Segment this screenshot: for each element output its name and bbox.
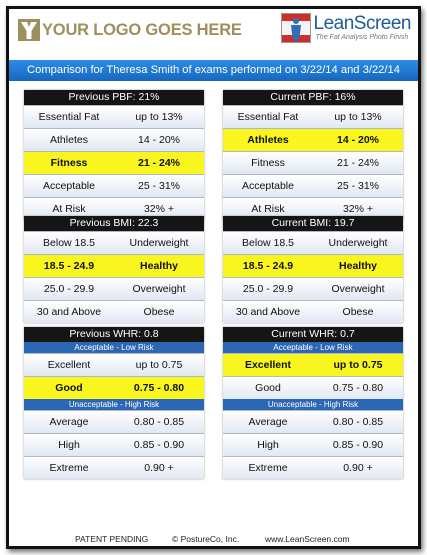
current-whr-panel xyxy=(223,327,403,479)
table-row xyxy=(24,300,204,323)
row-value: 0.90 + xyxy=(144,462,174,474)
brand-name: LeanScreen xyxy=(313,13,411,34)
table-row xyxy=(24,456,204,479)
row-value: up to 13% xyxy=(135,111,183,123)
table-row-highlighted xyxy=(24,254,204,277)
row-label: Below 18.5 xyxy=(43,237,95,249)
table-row xyxy=(223,376,403,399)
row-label: Essential Fat xyxy=(38,111,100,123)
table-row-highlighted xyxy=(24,376,204,399)
table-row xyxy=(223,277,403,300)
row-label: Athletes xyxy=(247,134,289,146)
table-row-highlighted xyxy=(223,128,403,151)
brand-tagline: The Fat Analysis Photo Finish xyxy=(315,34,409,41)
row-value: 14 - 20% xyxy=(336,134,380,146)
row-value: 14 - 20% xyxy=(137,134,181,146)
row-label: Below 18.5 xyxy=(242,237,294,249)
row-label: Fitness xyxy=(251,157,285,169)
row-value: Obese xyxy=(143,306,175,318)
panel-title: Current WHR: 0.7 xyxy=(223,327,403,342)
row-label: Fitness xyxy=(50,157,88,169)
row-label: High xyxy=(58,439,80,451)
table-row-highlighted xyxy=(223,353,403,376)
row-value: 0.80 - 0.85 xyxy=(332,416,384,428)
row-value: Overweight xyxy=(132,283,186,295)
leanscreen-logo xyxy=(281,13,411,43)
row-label: Acceptable xyxy=(43,180,95,192)
table-row xyxy=(24,353,204,376)
row-value: up to 0.75 xyxy=(135,359,183,371)
copyright-text: © PostureCo, Inc. xyxy=(172,534,240,544)
row-label: Acceptable xyxy=(242,180,294,192)
table-row xyxy=(24,433,204,456)
report-header xyxy=(9,9,418,51)
previous-bmi-panel xyxy=(24,216,204,323)
table-row-highlighted xyxy=(223,254,403,277)
row-value: up to 0.75 xyxy=(333,359,383,371)
row-label: 30 and Above xyxy=(235,306,301,318)
row-value: 0.85 - 0.90 xyxy=(133,439,185,451)
acceptable-subheader: Acceptable - Low Risk xyxy=(24,342,204,353)
report-footer xyxy=(9,534,418,546)
row-value: 0.90 + xyxy=(343,462,373,474)
row-label: Average xyxy=(248,416,288,428)
comparison-title-banner: Comparison for Theresa Smith of exams performed on 3/22/14 and 3/22/14 xyxy=(9,60,418,81)
row-value: 21 - 24% xyxy=(336,157,380,169)
row-value: 25 - 31% xyxy=(336,180,380,192)
current-pbf-panel xyxy=(223,90,403,220)
row-value: Healthy xyxy=(339,260,377,272)
table-row xyxy=(223,151,403,174)
table-row xyxy=(24,174,204,197)
panel-title: Previous PBF: 21% xyxy=(24,90,204,105)
panel-title: Previous WHR: 0.8 xyxy=(24,327,204,342)
report-frame xyxy=(6,6,421,549)
row-value: 0.85 - 0.90 xyxy=(332,439,384,451)
row-label: Excellent xyxy=(47,359,91,371)
row-label: Athletes xyxy=(50,134,88,146)
website-link[interactable]: www.LeanScreen.com xyxy=(265,534,350,544)
row-label: Average xyxy=(49,416,89,428)
table-row xyxy=(24,105,204,128)
row-value: 0.75 - 0.80 xyxy=(332,382,384,394)
row-value: 32% + xyxy=(342,203,374,215)
panel-title: Previous BMI: 22.3 xyxy=(24,216,204,231)
logo-y-icon xyxy=(18,19,40,41)
table-row xyxy=(24,128,204,151)
logo-text: YOUR LOGO GOES HERE xyxy=(42,20,242,39)
row-value: Underweight xyxy=(129,237,189,249)
table-row xyxy=(223,410,403,433)
table-row xyxy=(24,410,204,433)
row-label: 25.0 - 29.9 xyxy=(43,283,95,295)
row-value: Underweight xyxy=(328,237,388,249)
company-logo xyxy=(18,19,242,41)
row-label: Excellent xyxy=(244,359,292,371)
table-row xyxy=(223,231,403,254)
row-value: Overweight xyxy=(331,283,385,295)
current-bmi-panel xyxy=(223,216,403,323)
row-label: Essential Fat xyxy=(237,111,299,123)
row-label: High xyxy=(257,439,279,451)
table-row xyxy=(223,105,403,128)
table-row-highlighted xyxy=(24,151,204,174)
row-value: Obese xyxy=(342,306,374,318)
row-label: 25.0 - 29.9 xyxy=(242,283,294,295)
row-label: 18.5 - 24.9 xyxy=(43,260,95,272)
row-label: Extreme xyxy=(248,462,288,474)
acceptable-subheader: Acceptable - Low Risk xyxy=(223,342,403,353)
row-label: Extreme xyxy=(49,462,89,474)
row-value: 0.80 - 0.85 xyxy=(133,416,185,428)
row-value: Healthy xyxy=(140,260,178,272)
table-row xyxy=(223,300,403,323)
row-label: Good xyxy=(255,382,281,394)
patent-text: PATENT PENDING xyxy=(75,534,149,544)
table-row xyxy=(223,174,403,197)
leanscreen-body-icon xyxy=(281,13,311,43)
row-value: 32% + xyxy=(143,203,175,215)
row-label: 30 and Above xyxy=(36,306,102,318)
unacceptable-subheader: Unacceptable - High Risk xyxy=(24,399,204,410)
panel-title: Current PBF: 16% xyxy=(223,90,403,105)
row-label: At Risk xyxy=(251,203,285,215)
previous-pbf-panel xyxy=(24,90,204,220)
previous-whr-panel xyxy=(24,327,204,479)
panel-title: Current BMI: 19.7 xyxy=(223,216,403,231)
unacceptable-subheader: Unacceptable - High Risk xyxy=(223,399,403,410)
row-value: 25 - 31% xyxy=(137,180,181,192)
row-label: 18.5 - 24.9 xyxy=(242,260,294,272)
table-row xyxy=(223,433,403,456)
row-label: Good xyxy=(55,382,83,394)
table-row xyxy=(24,277,204,300)
table-row xyxy=(24,231,204,254)
row-value: up to 13% xyxy=(334,111,382,123)
row-value: 21 - 24% xyxy=(137,157,181,169)
table-row xyxy=(223,456,403,479)
row-label: At Risk xyxy=(52,203,86,215)
row-value: 0.75 - 0.80 xyxy=(133,382,185,394)
